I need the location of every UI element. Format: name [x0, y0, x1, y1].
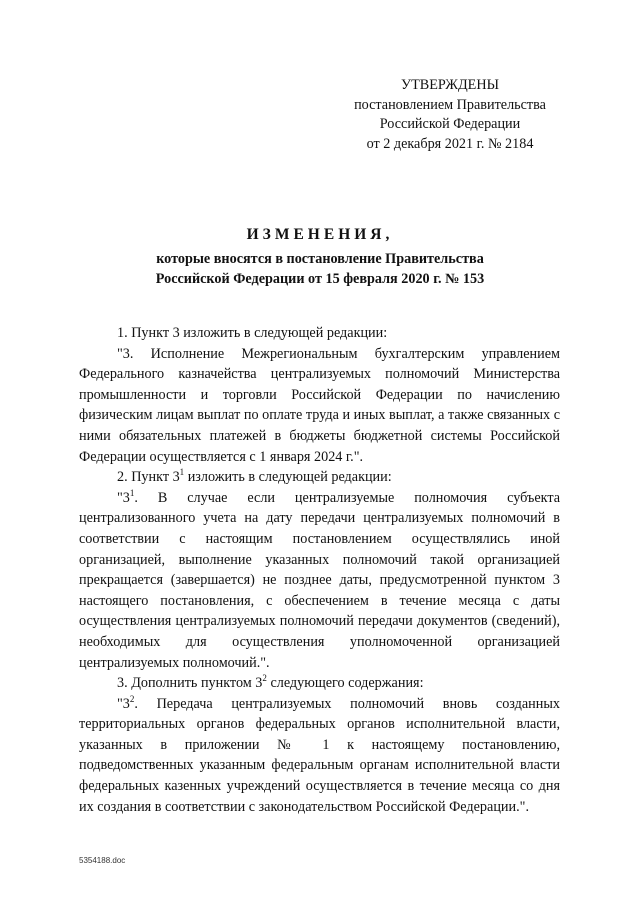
- approval-line-approved: УТВЕРЖДЕНЫ: [401, 77, 499, 93]
- approval-line-resolution: постановлением Правительства: [354, 96, 546, 113]
- item-3-text-before: "3: [117, 695, 130, 712]
- approval-stamp: [330, 76, 570, 154]
- item-3-text-superscript: 2: [129, 693, 135, 704]
- item-2-text-superscript: 1: [129, 487, 135, 498]
- document-subtitle: [60, 250, 580, 289]
- approval-line-government: Российской Федерации: [379, 116, 521, 132]
- file-name-footer: 5354188.doc: [79, 856, 126, 865]
- subtitle-line-2: Российской Федерации от 15 февраля 2020 г. № 153: [155, 270, 485, 287]
- item-2-intro-after: изложить в следующей редакции:: [184, 469, 392, 486]
- item-3-intro-after: следующего содержания:: [266, 675, 424, 692]
- item-2-intro-before: 2. Пункт 3: [117, 469, 180, 486]
- approval-line-date-number: от 2 декабря 2021 г. № 2184: [366, 135, 534, 152]
- item-2-intro: [79, 467, 560, 488]
- item-3-text-after: . Передача централизуемых полномочий вновь созданных территориальных органов федеральных органов исполнительной власти, указанных в приложении № 1 к настоящему постановлению, подведомственных указанным федеральным органам исполнительной власти федеральных казенных учреждений осуществляется в течение месяца со дня их создания в соответствии с законодательством Российской Федерации.".: [79, 695, 560, 815]
- item-3-intro-superscript: 2: [262, 673, 267, 684]
- item-2-text-after: . В случае если централизуемые полномочия субъекта централизованного учета на дату передачи централизуемых полномочий в соответствии с настоящим постановлением осуществлялись иной организацией, выполнение указанных полномочий такой организацией прекращается (завершается) не позднее даты, предусмотренной пунктом 3 настоящего постановления, с обеспечением в течение месяца с даты осуществления централизуемых полномочий передачи документов (сведений), необходимых для осуществления уполномоченной организацией централизуемых полномочий.".: [79, 489, 560, 671]
- item-1-intro: 1. Пункт 3 изложить в следующей редакции:: [117, 325, 388, 341]
- item-1-text: [79, 344, 560, 468]
- document-title: ИЗМЕНЕНИЯ,: [246, 226, 394, 243]
- item-3-intro: [79, 673, 560, 694]
- item-1-text-content: "3. Исполнение Межрегиональным бухгалтерским управлением Федерального казначейства централизуемых полномочий Министерства промышленности и торговли Российской Федерации по начислению физическим лицам выплат по оплате труда и иных выплат, а также связанных с ними обязательных платежей в бюджеты бюджетной системы Российской Федерации осуществляется с 1 января 2024 г.".: [79, 345, 560, 465]
- item-2-intro-superscript: 1: [179, 467, 185, 478]
- item-2-text: [79, 488, 560, 673]
- item-3-text: [79, 694, 560, 818]
- item-3-intro-before: 3. Дополнить пунктом 3: [117, 675, 263, 692]
- subtitle-line-1: которые вносятся в постановление Правительства: [156, 251, 484, 267]
- document-body: [79, 323, 560, 817]
- item-2-text-before: "3: [117, 489, 130, 506]
